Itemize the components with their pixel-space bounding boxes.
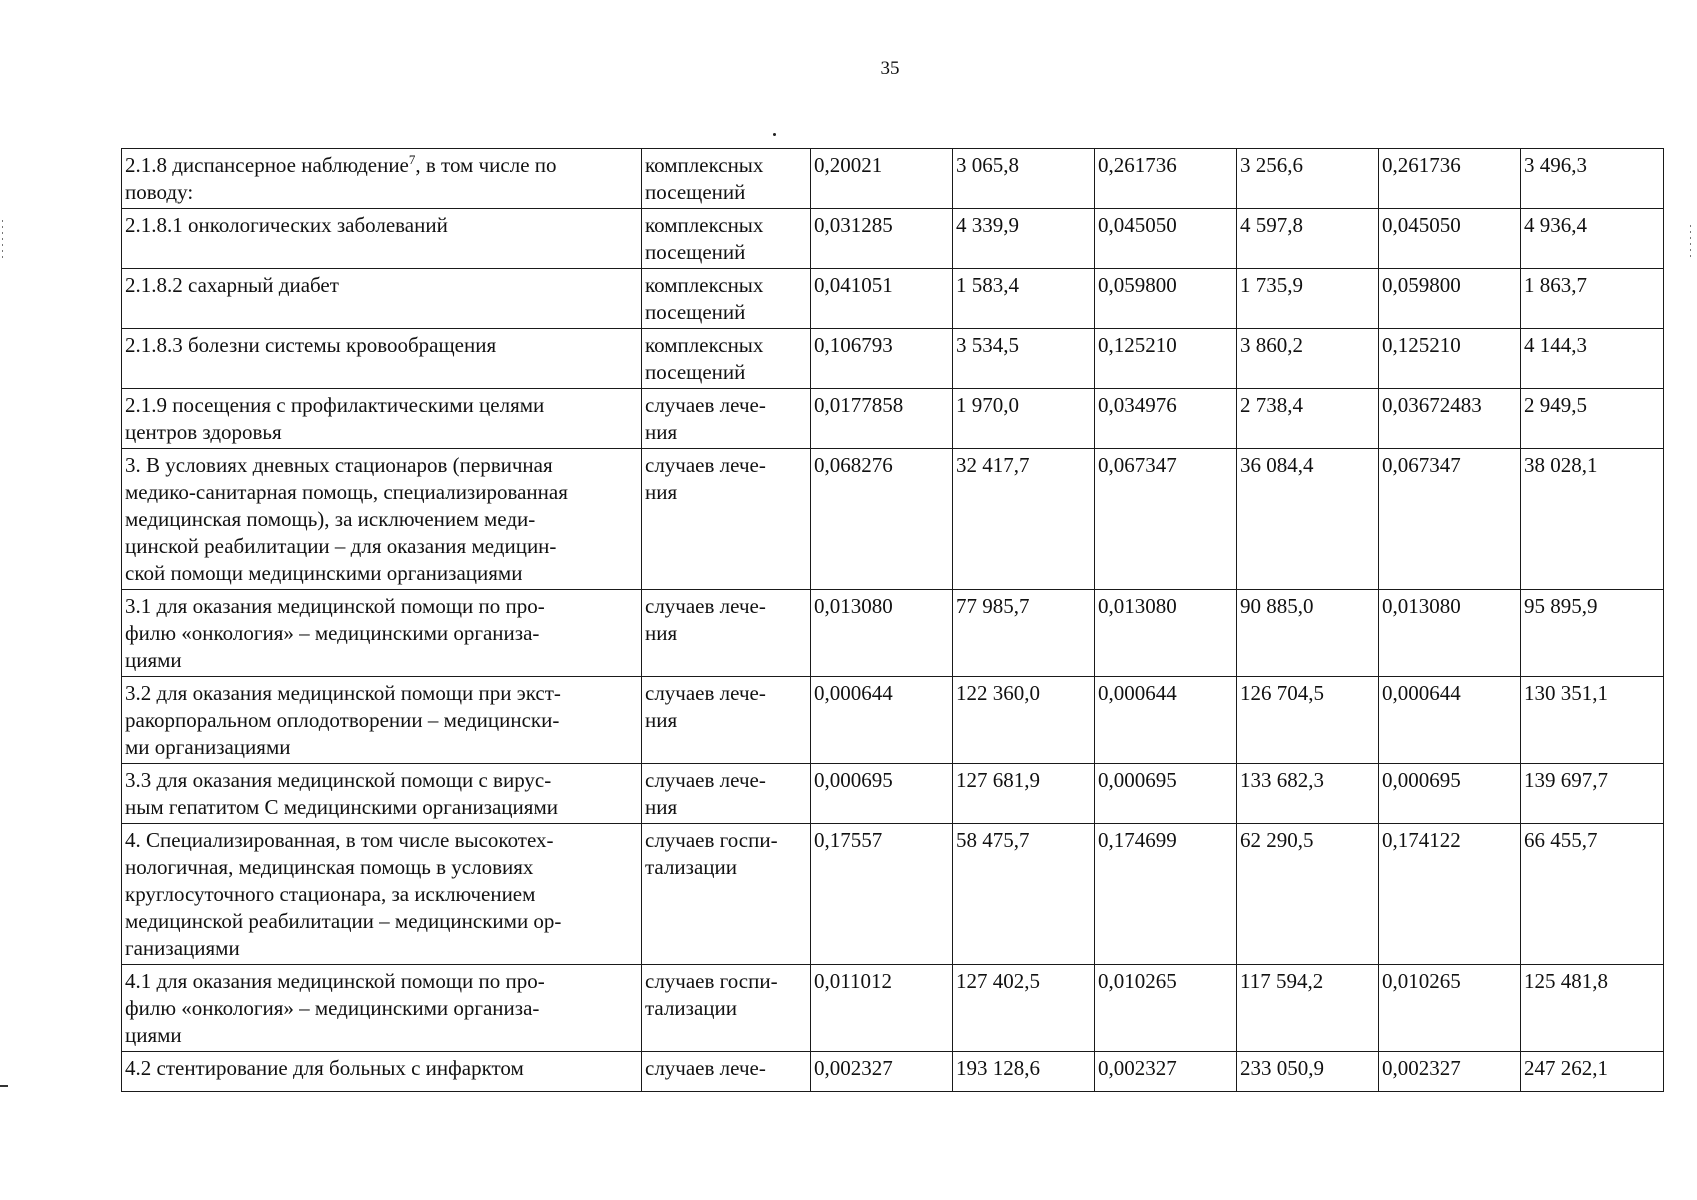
norm-value-cell: 0,0177858 <box>811 389 953 449</box>
cost-value-cell: 2 738,4 <box>1237 389 1379 449</box>
cost-value-cell: 127 402,5 <box>953 965 1095 1052</box>
indicator-name-line <box>125 179 638 206</box>
norm-value-cell: 0,059800 <box>1095 269 1237 329</box>
indicator-name-line <box>125 794 638 821</box>
indicator-name-text: нологичная, медицинская помощь в условиях <box>125 855 534 879</box>
cost-value-cell: 4 144,3 <box>1521 329 1664 389</box>
unit-text: тализации <box>645 855 737 879</box>
indicator-name-line <box>125 827 638 854</box>
indicator-name-line <box>125 560 638 587</box>
unit-text: случаев лече- <box>645 453 766 477</box>
indicator-name-line <box>125 935 638 962</box>
unit-text: ния <box>645 708 678 732</box>
unit-text: комплексных <box>645 273 764 297</box>
indicator-name-text: 3.1 для оказания медицинской помощи по про- <box>125 594 545 618</box>
unit-cell <box>642 965 811 1052</box>
table-body <box>122 149 1664 1092</box>
indicator-name-text: 2.1.8 диспансерное наблюдение <box>125 153 409 177</box>
cost-value-cell: 3 256,6 <box>1237 149 1379 209</box>
indicator-name-line <box>125 854 638 881</box>
unit-text: случаев госпи- <box>645 828 778 852</box>
footnote-marker: 7 <box>408 152 416 167</box>
indicator-name-text: медицинской реабилитации – медицинскими ор- <box>125 909 562 933</box>
indicator-name-cell <box>122 329 642 389</box>
unit-text: посещений <box>645 180 746 204</box>
indicator-name-line <box>125 452 638 479</box>
indicator-name-text: 3.2 для оказания медицинской помощи при экст- <box>125 681 561 705</box>
unit-text: случаев лече- <box>645 393 766 417</box>
table-row <box>122 149 1664 209</box>
indicator-name-cell <box>122 389 642 449</box>
norm-value-cell: 0,068276 <box>811 449 953 590</box>
norm-value-cell: 0,174699 <box>1095 824 1237 965</box>
indicator-name-cell <box>122 965 642 1052</box>
indicator-name-line <box>125 212 638 239</box>
norm-value-cell: 0,261736 <box>1095 149 1237 209</box>
cost-value-cell: 4 339,9 <box>953 209 1095 269</box>
indicator-name-text: 2.1.8.1 онкологических заболеваний <box>125 213 448 237</box>
norm-value-cell: 0,000644 <box>1379 677 1521 764</box>
indicator-name-cell <box>122 269 642 329</box>
norm-value-cell: 0,031285 <box>811 209 953 269</box>
indicator-name-line <box>125 1022 638 1049</box>
norm-value-cell: 0,013080 <box>1095 590 1237 677</box>
norm-value-cell: 0,125210 <box>1379 329 1521 389</box>
indicator-name-text: 2.1.8.3 болезни системы кровообращения <box>125 333 497 357</box>
unit-text: посещений <box>645 300 746 324</box>
unit-cell <box>642 149 811 209</box>
table-row <box>122 590 1664 677</box>
unit-cell <box>642 209 811 269</box>
cost-value-cell: 58 475,7 <box>953 824 1095 965</box>
unit-text: случаев лече- <box>645 1056 766 1080</box>
cost-value-cell: 122 360,0 <box>953 677 1095 764</box>
cost-value-cell: 38 028,1 <box>1521 449 1664 590</box>
indicator-name-line <box>125 1055 638 1082</box>
indicator-name-cell <box>122 677 642 764</box>
cost-value-cell: 36 084,4 <box>1237 449 1379 590</box>
indicator-name-text: 2.1.8.2 сахарный диабет <box>125 273 339 297</box>
unit-cell <box>642 269 811 329</box>
table-row <box>122 269 1664 329</box>
indicator-name-line <box>125 593 638 620</box>
unit-cell <box>642 449 811 590</box>
table-row <box>122 677 1664 764</box>
cost-value-cell: 62 290,5 <box>1237 824 1379 965</box>
indicator-name-cell <box>122 764 642 824</box>
unit-cell <box>642 389 811 449</box>
norm-value-cell: 0,013080 <box>811 590 953 677</box>
unit-cell <box>642 329 811 389</box>
indicator-name-cell <box>122 449 642 590</box>
cost-value-cell: 77 985,7 <box>953 590 1095 677</box>
norm-value-cell: 0,106793 <box>811 329 953 389</box>
norm-value-cell: 0,174122 <box>1379 824 1521 965</box>
norm-value-cell: 0,010265 <box>1379 965 1521 1052</box>
norm-value-cell: 0,125210 <box>1095 329 1237 389</box>
cost-value-cell: 2 949,5 <box>1521 389 1664 449</box>
unit-text: случаев лече- <box>645 594 766 618</box>
norm-value-cell: 0,261736 <box>1379 149 1521 209</box>
indicator-name-line <box>125 419 638 446</box>
unit-cell <box>642 824 811 965</box>
indicator-name-cell <box>122 824 642 965</box>
indicator-name-text: 3.3 для оказания медицинской помощи с вирус- <box>125 768 552 792</box>
indicator-name-text: ской помощи медицинскими организациями <box>125 561 523 585</box>
indicator-name-line <box>125 332 638 359</box>
unit-text: ния <box>645 480 678 504</box>
unit-text: комплексных <box>645 213 764 237</box>
indicator-name-line <box>125 533 638 560</box>
norm-value-cell: 0,067347 <box>1095 449 1237 590</box>
cost-value-cell: 4 936,4 <box>1521 209 1664 269</box>
cost-value-cell: 125 481,8 <box>1521 965 1664 1052</box>
cost-value-cell: 1 583,4 <box>953 269 1095 329</box>
table-row <box>122 209 1664 269</box>
indicator-name-line <box>125 707 638 734</box>
cost-value-cell: 95 895,9 <box>1521 590 1664 677</box>
indicator-name-line <box>125 968 638 995</box>
norm-value-cell: 0,013080 <box>1379 590 1521 677</box>
cost-value-cell: 1 735,9 <box>1237 269 1379 329</box>
indicator-name-text: циями <box>125 648 182 672</box>
unit-text: случаев госпи- <box>645 969 778 993</box>
cost-value-cell: 1 863,7 <box>1521 269 1664 329</box>
cost-value-cell: 4 597,8 <box>1237 209 1379 269</box>
indicator-name-line <box>125 995 638 1022</box>
norm-value-cell: 0,000695 <box>1379 764 1521 824</box>
unit-text: случаев лече- <box>645 681 766 705</box>
indicator-name-text: поводу: <box>125 180 194 204</box>
norm-value-cell: 0,000695 <box>811 764 953 824</box>
unit-cell <box>642 764 811 824</box>
indicator-name-text: 4.1 для оказания медицинской помощи по про- <box>125 969 545 993</box>
cost-value-cell: 3 065,8 <box>953 149 1095 209</box>
indicator-name-line <box>125 272 638 299</box>
norm-value-cell: 0,010265 <box>1095 965 1237 1052</box>
norm-value-cell: 0,03672483 <box>1379 389 1521 449</box>
indicator-name-cell <box>122 590 642 677</box>
indicator-name-text: центров здоровья <box>125 420 282 444</box>
unit-cell <box>642 590 811 677</box>
table-row <box>122 824 1664 965</box>
table-row <box>122 965 1664 1052</box>
unit-text: посещений <box>645 360 746 384</box>
unit-text: ния <box>645 420 678 444</box>
indicator-name-text: филю «онкология» – медицинскими организа- <box>125 996 540 1020</box>
indicator-name-line <box>125 647 638 674</box>
cost-value-cell: 133 682,3 <box>1237 764 1379 824</box>
page-number: 35 <box>880 58 900 79</box>
unit-text: ния <box>645 795 678 819</box>
indicator-name-line <box>125 680 638 707</box>
margin-mark <box>0 1085 8 1087</box>
indicator-name-line <box>125 620 638 647</box>
norm-value-cell: 0,034976 <box>1095 389 1237 449</box>
indicator-name-cell <box>122 149 642 209</box>
norm-value-cell: 0,011012 <box>811 965 953 1052</box>
cost-value-cell: 126 704,5 <box>1237 677 1379 764</box>
indicator-name-text: круглосуточного стационара, за исключением <box>125 882 536 906</box>
norm-value-cell: 0,000644 <box>811 677 953 764</box>
table-row <box>122 764 1664 824</box>
cost-value-cell: 117 594,2 <box>1237 965 1379 1052</box>
norm-value-cell: 0,000644 <box>1095 677 1237 764</box>
cost-value-cell: 90 885,0 <box>1237 590 1379 677</box>
indicator-name-text: медицинская помощь), за исключением меди- <box>125 507 536 531</box>
norm-value-cell: 0,041051 <box>811 269 953 329</box>
indicator-name-line <box>125 479 638 506</box>
cost-value-cell: 127 681,9 <box>953 764 1095 824</box>
cost-value-cell: 3 496,3 <box>1521 149 1664 209</box>
indicator-name-cell <box>122 209 642 269</box>
norm-value-cell: 0,002327 <box>811 1052 953 1092</box>
unit-text: посещений <box>645 240 746 264</box>
margin-dots-left <box>2 220 3 260</box>
data-table <box>121 148 1664 1092</box>
indicator-name-text: ракорпоральном оплодотворении – медицински- <box>125 708 560 732</box>
scan-dot <box>773 133 776 136</box>
norm-value-cell: 0,20021 <box>811 149 953 209</box>
indicator-name-line <box>125 506 638 533</box>
indicator-name-text: 2.1.9 посещения с профилактическими целями <box>125 393 545 417</box>
cost-value-cell: 66 455,7 <box>1521 824 1664 965</box>
norm-value-cell: 0,067347 <box>1379 449 1521 590</box>
unit-text: комплексных <box>645 153 764 177</box>
indicator-name-line <box>125 392 638 419</box>
norm-value-cell: 0,045050 <box>1379 209 1521 269</box>
unit-text: тализации <box>645 996 737 1020</box>
indicator-name-suffix: , в том числе по <box>415 153 557 177</box>
indicator-name-text: филю «онкология» – медицинскими организа- <box>125 621 540 645</box>
indicator-name-text: ми организациями <box>125 735 291 759</box>
indicator-name-text: ным гепатитом С медицинскими организациями <box>125 795 558 819</box>
cost-value-cell: 1 970,0 <box>953 389 1095 449</box>
indicator-name-text: 4.2 стентирование для больных с инфарктом <box>125 1056 524 1080</box>
norm-value-cell: 0,045050 <box>1095 209 1237 269</box>
indicator-name-cell <box>122 1052 642 1092</box>
unit-text: ния <box>645 621 678 645</box>
indicator-name-text: 4. Специализированная, в том числе высокотех- <box>125 828 554 852</box>
indicator-name-line <box>125 767 638 794</box>
cost-value-cell: 3 860,2 <box>1237 329 1379 389</box>
norm-value-cell: 0,17557 <box>811 824 953 965</box>
indicator-name-text: циями <box>125 1023 182 1047</box>
cost-value-cell: 233 050,9 <box>1237 1052 1379 1092</box>
indicator-name-line <box>125 152 638 179</box>
cost-value-cell: 3 534,5 <box>953 329 1095 389</box>
indicator-name-text: медико-санитарная помощь, специализированная <box>125 480 568 504</box>
indicator-name-text: ганизациями <box>125 936 240 960</box>
cost-value-cell: 247 262,1 <box>1521 1052 1664 1092</box>
cost-value-cell: 193 128,6 <box>953 1052 1095 1092</box>
indicator-name-text: 3. В условиях дневных стационаров (первичная <box>125 453 553 477</box>
cost-value-cell: 139 697,7 <box>1521 764 1664 824</box>
norm-value-cell: 0,002327 <box>1095 1052 1237 1092</box>
unit-text: комплексных <box>645 333 764 357</box>
table-row <box>122 329 1664 389</box>
margin-dots-right <box>1690 225 1691 259</box>
indicator-name-text: цинской реабилитации – для оказания медицин- <box>125 534 557 558</box>
unit-cell <box>642 677 811 764</box>
indicator-name-line <box>125 734 638 761</box>
norm-value-cell: 0,000695 <box>1095 764 1237 824</box>
indicator-name-line <box>125 908 638 935</box>
indicator-name-line <box>125 881 638 908</box>
unit-cell <box>642 1052 811 1092</box>
norm-value-cell: 0,002327 <box>1379 1052 1521 1092</box>
unit-text: случаев лече- <box>645 768 766 792</box>
table-row <box>122 389 1664 449</box>
table-row <box>122 1052 1664 1092</box>
norm-value-cell: 0,059800 <box>1379 269 1521 329</box>
table-row <box>122 449 1664 590</box>
cost-value-cell: 32 417,7 <box>953 449 1095 590</box>
cost-value-cell: 130 351,1 <box>1521 677 1664 764</box>
